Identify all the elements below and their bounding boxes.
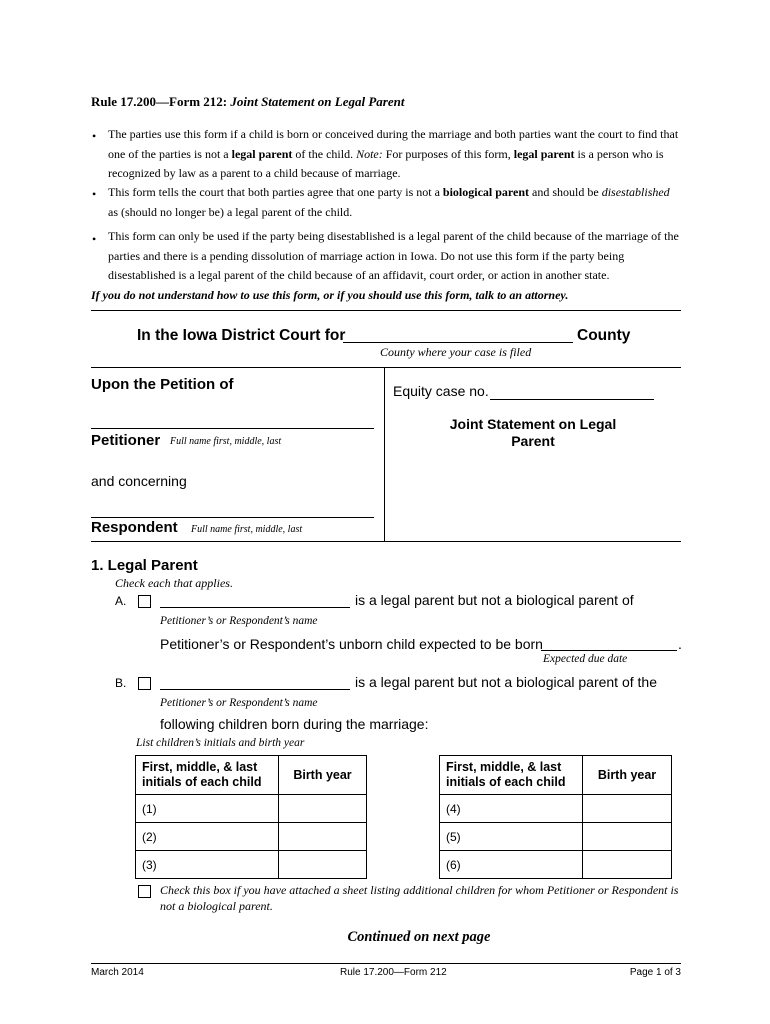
table-row: [440, 851, 672, 879]
rule-number: Rule 17.200—Form 212:: [91, 94, 228, 109]
option-b-text: is a legal parent but not a biological parent of the: [355, 674, 657, 690]
continued-note: Continued on next page: [347, 929, 491, 945]
petition-label: Upon the Petition of: [91, 376, 234, 393]
respondent-hint: Full name first, middle, last: [191, 524, 303, 535]
child-initials-cell[interactable]: (5): [440, 823, 583, 851]
birth-year-column-header: Birth year: [279, 756, 367, 795]
intro-bullet-1: The parties use this form if a child is born or conceived during the marriage and both parties want the court to find that one of the parties is not a legal parent of the child. Note: For purposes of this form, legal parent is a person who is recognized by law as a parent to a child because of marriage.: [108, 127, 679, 180]
table-header-row: [440, 756, 672, 795]
option-a-letter: A.: [115, 594, 127, 608]
children-table-left: [135, 755, 367, 879]
footer-date: March 2014: [91, 967, 144, 978]
table-row: [136, 851, 367, 879]
attorney-warning: If you do not understand how to use this form, or if you should use this form, talk to an attorney.: [91, 288, 569, 302]
footer-page: Page 1 of 3: [629, 967, 681, 978]
child-initials-cell[interactable]: (6): [440, 851, 583, 879]
due-date-input[interactable]: [541, 634, 677, 651]
bullet-icon: •: [92, 187, 97, 201]
document-title: Joint Statement on Legal Parent: [449, 416, 617, 449]
child-initials-cell[interactable]: (1): [136, 795, 279, 823]
initials-column-header: First, middle, & last initials of each child: [136, 756, 279, 795]
birth-year-cell[interactable]: [279, 795, 367, 823]
section-instruction: Check each that applies.: [115, 576, 233, 590]
option-a-period: .: [678, 636, 682, 652]
table-row: [440, 823, 672, 851]
court-suffix: County: [577, 327, 631, 344]
option-b-checkbox[interactable]: [138, 677, 151, 690]
table-row: [136, 795, 367, 823]
section-heading: 1. Legal Parent: [91, 557, 198, 574]
court-prefix: In the Iowa District Court for: [137, 327, 346, 344]
option-b-line2: following children born during the marriage:: [160, 716, 429, 732]
initials-column-header: First, middle, & last initials of each child: [440, 756, 583, 795]
birth-year-cell[interactable]: [583, 851, 672, 879]
child-initials-cell[interactable]: (2): [136, 823, 279, 851]
due-date-hint: Expected due date: [543, 653, 628, 665]
intro-bullet-3: This form can only be used if the party being disestablished is a legal parent of the child because of the marriage of the parties and there is a pending dissolution of marriage action in Iowa. Do not use this form if the party being disestablished is a legal parent of the child because of an affidavit, court order, or action in another state.: [108, 229, 679, 282]
footer-divider: [91, 963, 681, 964]
birth-year-cell[interactable]: [279, 823, 367, 851]
children-list-hint: List children’s initials and birth year: [136, 737, 305, 749]
county-hint: County where your case is filed: [380, 345, 532, 359]
option-a-name-hint: Petitioner’s or Respondent’s name: [160, 615, 318, 627]
petitioner-label: Petitioner: [91, 432, 161, 449]
option-b-letter: B.: [115, 676, 127, 690]
attach-sheet-text: Check this box if you have attached a sheet listing additional children for whom Petitioner or Respondent is not a biological parent.: [160, 883, 679, 913]
child-initials-cell[interactable]: (3): [136, 851, 279, 879]
table-row: [440, 795, 672, 823]
option-a-name-input[interactable]: [160, 591, 350, 608]
concerning-label: and concerning: [91, 473, 187, 489]
option-a-text: is a legal parent but not a biological parent of: [355, 592, 634, 608]
table-row: [136, 823, 367, 851]
table-header-row: [136, 756, 367, 795]
respondent-label: Respondent: [91, 519, 178, 536]
divider: [91, 310, 681, 311]
option-b-name-input[interactable]: [160, 673, 350, 690]
petitioner-name-input[interactable]: [91, 412, 374, 429]
respondent-name-input[interactable]: [91, 501, 374, 518]
birth-year-cell[interactable]: [279, 851, 367, 879]
case-number-label: Equity case no.: [393, 383, 489, 399]
case-number-input[interactable]: [490, 383, 654, 400]
birth-year-cell[interactable]: [583, 795, 672, 823]
option-b-name-hint: Petitioner’s or Respondent’s name: [160, 697, 318, 709]
child-initials-cell[interactable]: (4): [440, 795, 583, 823]
birth-year-column-header: Birth year: [583, 756, 672, 795]
bullet-icon: •: [92, 232, 97, 246]
bullet-icon: •: [92, 129, 97, 143]
footer-form: Rule 17.200—Form 212: [340, 967, 447, 978]
birth-year-cell[interactable]: [583, 823, 672, 851]
option-a-line2: Petitioner’s or Respondent’s unborn child expected to be born: [160, 636, 543, 652]
children-table-right: [439, 755, 672, 879]
petitioner-hint: Full name first, middle, last: [170, 436, 282, 447]
attach-sheet-checkbox[interactable]: [138, 885, 151, 898]
option-a-checkbox[interactable]: [138, 595, 151, 608]
intro-bullet-2: This form tells the court that both parties agree that one party is not a biological parent and should be disestablished as (should no longer be) a legal parent of the child.: [108, 185, 670, 219]
form-header: [91, 94, 404, 110]
form-title: Joint Statement on Legal Parent: [230, 94, 405, 109]
caption-bottom-border: [91, 541, 681, 542]
caption-divider: [384, 367, 385, 541]
caption-top-border: [91, 367, 681, 368]
county-input[interactable]: [343, 326, 573, 343]
